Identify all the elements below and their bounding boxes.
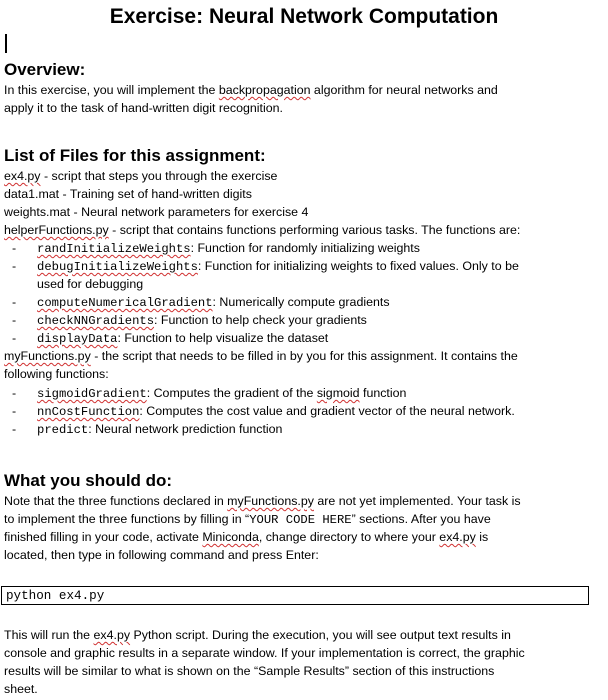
function-name: computeNumericalGradient [37, 296, 213, 310]
spellcheck-word[interactable]: ex4.py [93, 628, 131, 642]
spellcheck-word[interactable]: ex4.py [439, 530, 476, 544]
todo-line-4: located, then type in following command and press Enter: [4, 548, 319, 562]
overview-heading: Overview: [4, 60, 86, 79]
overview-line-1: In this exercise, you will implement the backpropagation algorithm for neural networks and [4, 83, 498, 97]
spellcheck-word[interactable]: myFunctions.py [227, 494, 314, 508]
spellcheck-word[interactable]: myFunctions.py [4, 349, 91, 363]
file-ex4: ex4.py - script that steps you through the exercise [4, 169, 278, 183]
page-title: Exercise: Neural Network Computation [109, 5, 499, 28]
result-line-2: console and graphic results in a separate window. If your implementation is correct, the graphic [4, 646, 525, 660]
function-name: predict [37, 423, 89, 437]
result-line-4: sheet. [4, 682, 38, 696]
file-myfunctions-cont: following functions: [4, 367, 109, 381]
function-name: displayData [37, 332, 118, 346]
spellcheck-word[interactable]: ex4.py [4, 169, 41, 183]
function-name: nnCostFunction [37, 405, 140, 419]
file-data1: data1.mat - Training set of hand-written digits [4, 187, 252, 201]
overview-line-2: apply it to the task of hand-written digit recognition. [4, 101, 283, 115]
list-item-continuation: used for debugging [37, 277, 144, 291]
command-box[interactable]: python ex4.py [1, 586, 589, 605]
spellcheck-word[interactable]: helperFunctions.py [4, 223, 109, 237]
todo-line-3: finished filling in your code, activate Miniconda, change directory to where your ex4.py is [4, 530, 489, 544]
function-name: sigmoidGradient [37, 387, 147, 401]
result-line-3: results will be similar to what is shown on the “Sample Results” section of this instructions [4, 664, 495, 678]
text-cursor [5, 34, 7, 53]
function-name: checkNNGradients [37, 314, 155, 328]
todo-line-2: to implement the three functions by filling in “YOUR CODE HERE” sections. After you have [4, 512, 491, 527]
document-page[interactable]: Exercise: Neural Network Computation Overview: In this exercise, you will implement the backpropagation algorithm for neural networks and apply it to the task of hand-written digit recognition. List of Files for this assignment: ex4.py - script that steps you through the exercise data1.mat - Training set of hand-written digits weights.mat - Neural network parameters for exercise 4 helperFunctions.py - script that contains functions performing various tasks. The functions are: - randInitializeWeights: Function for randomly initializing weights - debugInitializeWeights: Function for initializing weights to fixed values. Only to be used for debugging - computeNumericalGradient: Numerically compute gradients - checkNNGradients: Function to help check your gradients - displayData: Function to help visualize the dataset myFunctions.py - the script that needs to be filled in by you for this assignment. It contains the following functions: - sigmoidGradient: Computes the gradient of the sigmoid function - nnCostFunction: Computes the cost value and gradient vector of the neural network. - predict: Neural network prediction function What you should do: Note that the three functions declared in myFunctions.py are not yet implemented. Your task is to implement the three functions by filling in “YOUR CODE HERE” sections. After you have finished filling in your code, activate Miniconda, change directory to where your ex4.py is located, then type in following command and press Enter: python ex4.py This will run the ex4.py Python script. During the execution, you will see output text results in console and graphic results in a separate window. If your implementation is correct, the graphic results will be similar to what is shown on the “Sample Results” section of this instructions sheet. [0, 0, 608, 700]
spellcheck-word[interactable]: backpropagation [218, 83, 311, 97]
files-heading: List of Files for this assignment: [4, 146, 266, 165]
file-myfunctions: myFunctions.py - the script that needs to be filled in by you for this assignment. It contains the [4, 349, 518, 363]
todo-line-1: Note that the three functions declared in myFunctions.py are not yet implemented. Your task is [4, 494, 521, 508]
file-helper: helperFunctions.py - script that contains functions performing various tasks. The functions are: [4, 223, 521, 237]
result-line-1: This will run the ex4.py Python script. During the execution, you will see output text results in [4, 628, 511, 642]
todo-heading: What you should do: [4, 471, 173, 490]
function-name: debugInitializeWeights [37, 260, 198, 274]
spellcheck-word[interactable]: Miniconda [202, 530, 259, 544]
file-weights: weights.mat - Neural network parameters for exercise 4 [4, 205, 309, 219]
function-name: randInitializeWeights [37, 242, 191, 256]
